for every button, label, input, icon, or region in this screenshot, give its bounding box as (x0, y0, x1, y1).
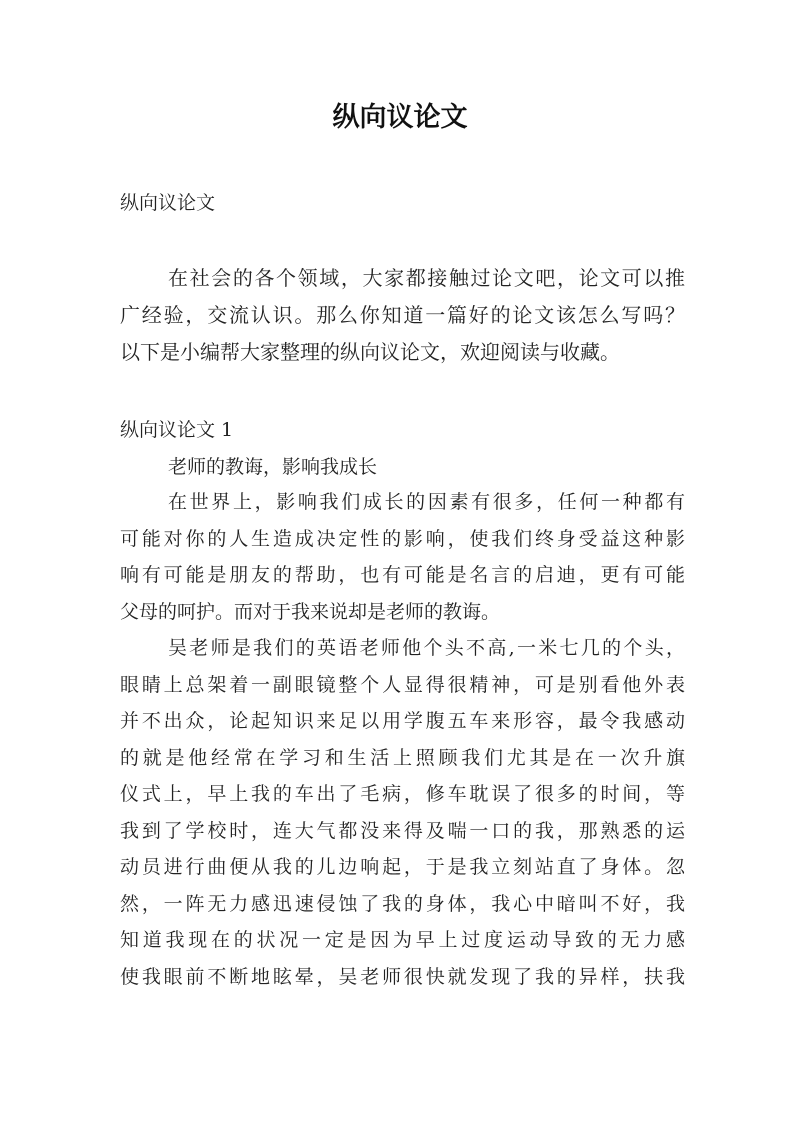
essay-title: 老师的教诲，影响我成长 (168, 456, 378, 478)
section-heading: 纵向议论文 1 (120, 419, 234, 441)
paragraph-line: 吴老师是我们的英语老师他个头不高,一米七几的个头， (168, 637, 685, 659)
paragraph-line: 我到了学校时，连大气都没来得及喘一口的我，那熟悉的运 (120, 819, 685, 842)
paragraph-line: 并不出众，论起知识来足以用学腹五车来形容，最令我感动 (120, 710, 685, 732)
paragraph-line: 响有可能是朋友的帮助，也有可能是名言的启迪，更有可能 (120, 564, 685, 586)
paragraph-line: 知道我现在的状况一定是因为早上过度运动导致的无力感 (120, 929, 685, 951)
paragraph-line: 然，一阵无力感迅速侵蚀了我的身体，我心中暗叫不好，我 (120, 892, 685, 915)
intro-paragraph (120, 260, 685, 371)
paragraph-2 (120, 630, 685, 995)
intro-line: 在社会的各个领域，大家都接触过论文吧，论文可以推 (168, 266, 685, 290)
paragraph-line: 仪式上，早上我的车出了毛病，修车耽误了很多的时间，等 (120, 783, 685, 805)
document-title: 纵向议论文 (332, 102, 468, 133)
paragraph-line: 使我眼前不断地眩晕，吴老师很快就发现了我的异样，扶我 (120, 965, 685, 988)
intro-line: 以下是小编帮大家整理的纵向议论文，欢迎阅读与收藏。 (120, 340, 620, 364)
paragraph-line: 父母的呵护。而对于我来说却是老师的教诲。 (120, 600, 501, 623)
paragraph-line: 可能对你的人生造成决定性的影响，使我们终身受益这种影 (120, 527, 685, 550)
paragraph-line: 的就是他经常在学习和生活上照顾我们尤其是在一次升旗 (120, 746, 685, 769)
intro-line: 广经验，交流认识。那么你知道一篇好的论文该怎么写吗？ (120, 303, 685, 327)
paragraph-line: 动员进行曲便从我的儿边响起，于是我立刻站直了身体。忽 (120, 856, 685, 878)
paragraph-line: 在世界上，影响我们成长的因素有很多，任何一种都有 (168, 491, 685, 513)
paragraph-line: 眼睛上总架着一副眼镜整个人显得很精神，可是别看他外表 (120, 673, 685, 696)
paragraph-1 (120, 484, 685, 630)
document-heading: 纵向议论文 (120, 192, 216, 214)
